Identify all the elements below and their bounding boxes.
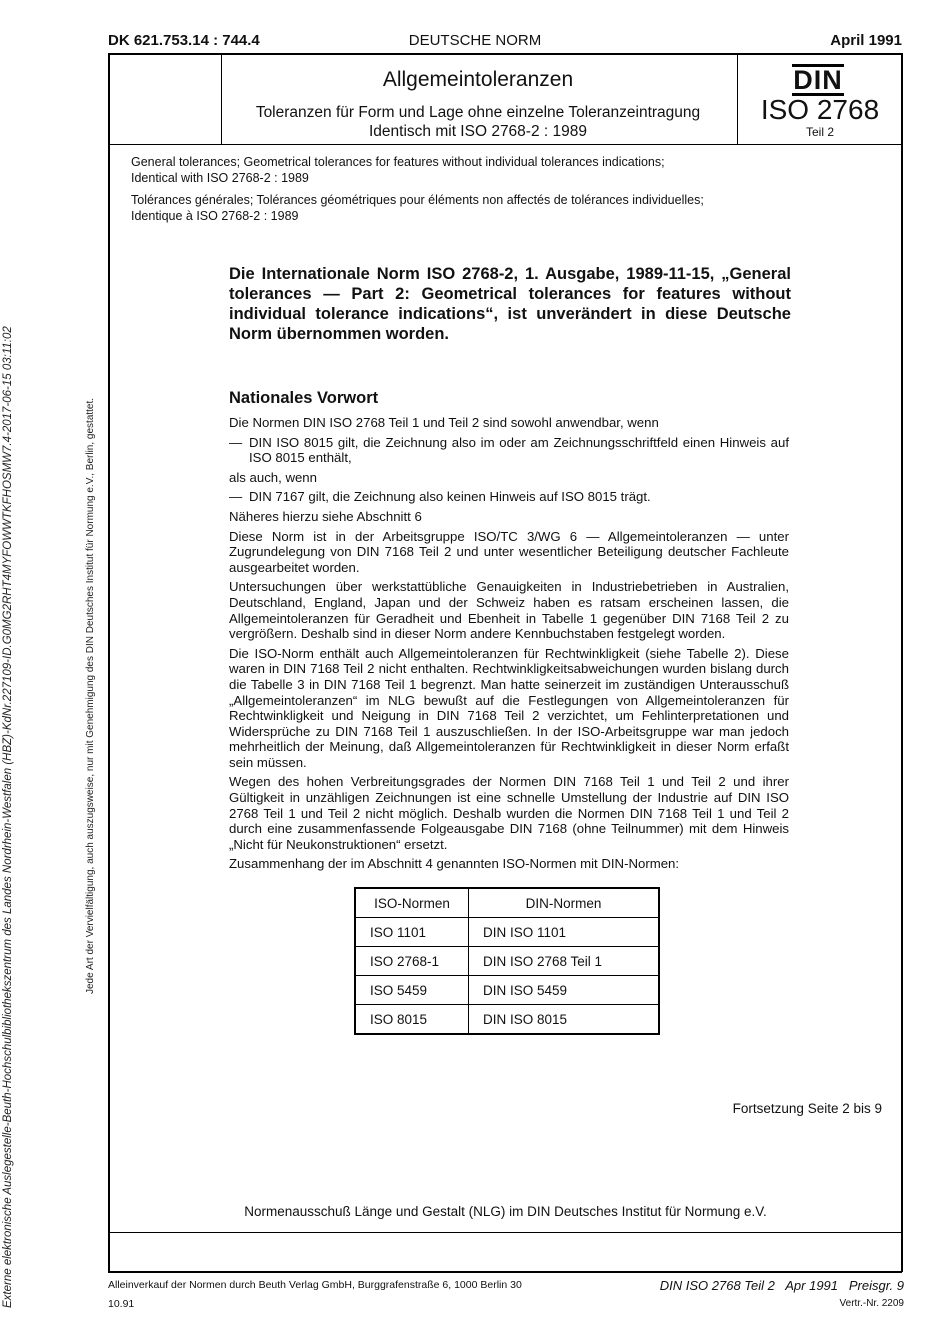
french-title-line-1: Tolérances générales; Tolérances géométriques pour éléments non affectés de tolérances individuelles; <box>131 193 704 207</box>
frame-left <box>108 53 110 1272</box>
iso-din-table <box>354 887 660 1035</box>
list-item <box>229 489 789 505</box>
english-title-line-1: General tolerances; Geometrical tolerances for features without individual tolerances indications; <box>131 155 665 169</box>
document-type: DEUTSCHE NORM <box>408 32 542 49</box>
english-title <box>131 154 831 186</box>
subtitle-line-2: Identisch mit ISO 2768-2 : 1989 <box>369 123 587 140</box>
document-title: Allgemeintoleranzen <box>382 68 574 91</box>
paragraph: als auch, wenn <box>229 469 317 485</box>
foreword-body <box>229 415 789 876</box>
side-watermark-outer: Externe elektronische Auslegestelle-Beuth-Hochschulbibliothekszentrum des Landes Nordrhein-Westfalen (HBZ)-KdNr.227109-ID.G0MG2RHT4MYFOWWTKFHOSMW7.4-2017-06-15 03:11:02 <box>2 326 14 1308</box>
list-item <box>229 435 789 466</box>
adoption-statement: Die Internationale Norm ISO 2768-2, 1. Ausgabe, 1989-11-15, „General tolerances — Part 2: Geometrical tolerances for features without individual tolerance indications“, ist unverändert in diese Deutsche Norm übernommen worden. <box>229 265 791 343</box>
table-cell: ISO 2768-1 <box>355 947 469 976</box>
frame-right <box>901 53 903 1272</box>
sales-note: Alleinverkauf der Normen durch Beuth Verlag GmbH, Burggrafenstraße 6, 1000 Berlin 30 <box>108 1279 522 1291</box>
table-cell: DIN ISO 5459 <box>469 976 660 1005</box>
paragraph: Die Normen DIN ISO 2768 Teil 1 und Teil 2 sind sowohl anwendbar, wenn <box>229 415 659 430</box>
continuation-note: Fortsetzung Seite 2 bis 9 <box>732 1101 882 1116</box>
paragraph: Wegen des hohen Verbreitungsgrades der Normen DIN 7168 Teil 1 und Teil 2 und ihrer Gültigkeit in unzähligen Zeichnungen ist eine schnelle Umstellung der Industrie auf DIN ISO 2768 Teil 1 und Teil 2 nicht möglich. Deshalb wurden die Normen DIN 7168 Teil 1 und Teil 2 durch eine zusammenfassende Folgeausgabe DIN 7168 (ohne Teilnummer) mit dem Hinweis „Nicht für Neukonstruktionen“ ersetzt. <box>229 774 789 852</box>
list-item-text: DIN ISO 8015 gilt, die Zeichnung also im oder am Zeichnungsschriftfeld einen Hinweis auf ISO 8015 enthält, <box>249 434 789 466</box>
paragraph: Untersuchungen über werkstattübliche Genauigkeiten in Industriebetrieben in Australien, Deutschland, England, Japan und der Schweiz haben es ratsam erscheinen lassen, die Allgemeintoleranzen für Geradheit und Ebenheit in Tabelle 1 gegenüber DIN 7168 Teil 2 zu vergrößern. Deshalb sind in dieser Norm andere Kennbuchstaben festgelegt worden. <box>229 579 789 642</box>
side-copyright-notice: Jede Art der Vervielfältigung, auch auszugsweise, nur mit Genehmigung des DIN Deutsches Institut für Normung e.V., Berlin, gestattet. <box>85 397 96 994</box>
title-bottom-rule <box>108 144 902 145</box>
paragraph: Näheres hierzu siehe Abschnitt 6 <box>229 508 422 524</box>
english-title-line-2: Identical with ISO 2768-2 : 1989 <box>131 171 309 185</box>
table-cell: DIN ISO 1101 <box>469 918 660 947</box>
din-logo <box>790 64 846 96</box>
table-cell: ISO 8015 <box>355 1005 469 1035</box>
table-header: DIN-Normen <box>469 888 660 918</box>
standard-number: ISO 2768 <box>760 94 880 125</box>
french-title <box>131 192 831 224</box>
standard-part: Teil 2 <box>805 125 834 139</box>
footer-reference: DIN ISO 2768 Teil 2 Apr 1991 Preisgr. 9 <box>659 1278 904 1293</box>
table-row <box>355 918 659 947</box>
dash-marker: — <box>229 434 243 450</box>
bottom-rule <box>108 1271 902 1273</box>
table-cell: DIN ISO 8015 <box>469 1005 660 1035</box>
paragraph: Die ISO-Norm enthält auch Allgemeintoleranzen für Rechtwinkligkeit (siehe Tabelle 2). Diese waren in DIN 7168 Teil 2 nicht enthalten. Rechtwinkligkeitsabweichungen wurden bislang durch die Tabelle 3 in DIN 7168 Teil 1 begrenzt. Man hatte seinerzeit im zuständigen Unterausschuß „Allgemeintoleranzen“ im NLG bewußt auf die Festlegungen von Allgemeintoleranzen für Rechtwinkligkeit und Neigung in DIN 7168 Teil 2 verzichtet, um Fehlinterpretationen und Widersprüche zu DIN 7168 Teil 1 auszuschließen. In der ISO-Arbeitsgruppe war man jedoch mehrheitlich der Meinung, daß Allgemeintoleranzen für Rechtwinkligkeit in dieser Norm erfaßt sein müssen. <box>229 645 789 770</box>
table-header: ISO-Normen <box>355 888 469 918</box>
din-logo-text: DIN <box>793 65 843 95</box>
french-title-line-2: Identique à ISO 2768-2 : 1989 <box>131 209 299 223</box>
table-header-row <box>355 888 659 918</box>
footer-inner-rule <box>108 1232 902 1233</box>
issue-date: April 1991 <box>830 32 902 49</box>
table-row <box>355 1005 659 1035</box>
table-row <box>355 947 659 976</box>
list-item-text: DIN 7167 gilt, die Zeichnung also keinen Hinweis auf ISO 8015 trägt. <box>249 489 651 505</box>
section-heading: Nationales Vorwort <box>229 389 379 407</box>
dash-marker: — <box>229 489 243 505</box>
top-rule <box>108 53 902 55</box>
subtitle-line-1: Toleranzen für Form und Lage ohne einzelne Toleranzeintragung <box>255 104 701 121</box>
table-cell: ISO 5459 <box>355 976 469 1005</box>
distribution-number: Vertr.-Nr. 2209 <box>839 1298 904 1309</box>
table-cell: DIN ISO 2768 Teil 1 <box>469 947 660 976</box>
table-cell: ISO 1101 <box>355 918 469 947</box>
document-subtitle <box>222 103 734 141</box>
committee-line: Normenausschuß Länge und Gestalt (NLG) im DIN Deutsches Institut für Normung e.V. <box>244 1204 767 1219</box>
footer-issue-date: 10.91 <box>108 1298 135 1310</box>
table-row <box>355 976 659 1005</box>
paragraph: Diese Norm ist in der Arbeitsgruppe ISO/TC 3/WG 6 — Allgemeintoleranzen — unter Zugrundelegung von DIN 7168 Teil 2 und unter wesentlicher Beteiligung deutscher Fachleute ausgearbeitet worden. <box>229 528 789 575</box>
paragraph: Zusammenhang der im Abschnitt 4 genannten ISO-Normen mit DIN-Normen: <box>229 856 680 872</box>
dk-classification: DK 621.753.14 : 744.4 <box>108 32 260 49</box>
